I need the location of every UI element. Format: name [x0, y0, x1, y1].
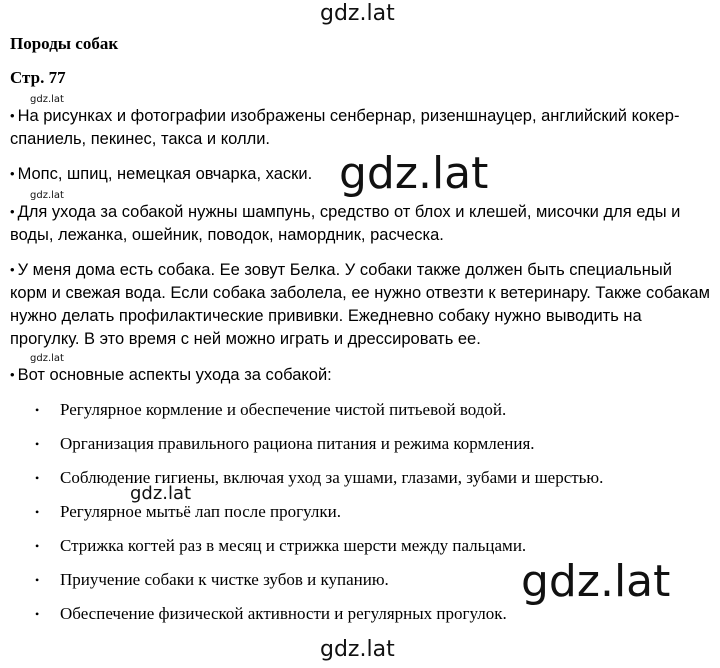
- list-bullet: •: [35, 505, 40, 519]
- paragraph-5: [10, 363, 710, 387]
- list-item: [0, 599, 603, 633]
- paragraph-4-text: У меня дома есть собака. Ее зовут Белка. У собаки также должен быть специальный корм и свежая вода. Если собака заболела, ее нужно отвезти к ветеринару. Также собакам нужно делать профилактические прививки. Ежедневно собаку нужно выводить на прогулку. В это время с ней можно играть и дрессировать ее.: [10, 261, 710, 348]
- paragraph-2-text: Мопс, шпиц, немецкая овчарка, хаски.: [17, 165, 313, 183]
- list-bullet: •: [35, 471, 40, 485]
- list-item: [0, 463, 603, 497]
- bullet-marker: •: [10, 367, 15, 382]
- list-item-text: Приучение собаки к чистке зубов и купанию.: [60, 570, 389, 589]
- bullet-marker: •: [10, 108, 15, 123]
- watermark-medium: gdz.lat: [130, 483, 192, 504]
- list-item-text: Соблюдение гигиены, включая уход за ушами, глазами, зубами и шерстью.: [60, 468, 604, 487]
- list-item: [0, 395, 603, 429]
- list-bullet: •: [35, 573, 40, 587]
- document-title: Породы собак: [10, 34, 119, 53]
- watermark-small-3: gdz.lat: [30, 353, 64, 364]
- bullet-marker: •: [10, 204, 15, 219]
- list-item: [0, 497, 603, 531]
- list-item-text: Организация правильного рациона питания и режима кормления.: [60, 434, 535, 453]
- list-item: [0, 429, 603, 463]
- watermark-bottom: gdz.lat: [320, 637, 395, 662]
- paragraph-1-text: На рисунках и фотографии изображены сенбернар, ризеншнауцер, английский кокер-спаниель, пекинес, такса и колли.: [10, 107, 680, 148]
- watermark-top: gdz.lat: [320, 1, 395, 26]
- list-bullet: •: [35, 539, 40, 553]
- list-item-text: Стрижка когтей раз в месяц и стрижка шерсти между пальцами.: [60, 536, 527, 555]
- paragraph-3: [10, 200, 710, 247]
- paragraph-3-text: Для ухода за собакой нужны шампунь, средство от блох и клешей, мисочки для еды и воды, лежанка, ошейник, поводок, намордник, расческа.: [10, 203, 681, 244]
- list-bullet: •: [35, 607, 40, 621]
- list-item-text: Регулярное мытьё лап после прогулки.: [60, 502, 341, 521]
- list-item: [0, 531, 603, 565]
- list-item-text: Регулярное кормление и обеспечение чистой питьевой водой.: [60, 400, 507, 419]
- page-number: Стр. 77: [10, 68, 66, 87]
- care-aspects-list: [0, 395, 603, 633]
- list-bullet: •: [35, 437, 40, 451]
- list-item: [0, 565, 603, 599]
- list-item-text: Обеспечение физической активности и регулярных прогулок.: [60, 604, 507, 623]
- watermark-large-2: gdz.lat: [521, 556, 671, 607]
- paragraph-1: [10, 104, 710, 151]
- bullet-marker: •: [10, 166, 15, 181]
- watermark-small-1: gdz.lat: [30, 94, 64, 105]
- list-bullet: •: [35, 403, 40, 417]
- watermark-small-2: gdz.lat: [30, 190, 64, 201]
- watermark-large-1: gdz.lat: [339, 148, 489, 199]
- paragraph-5-text: Вот основные аспекты ухода за собакой:: [17, 366, 332, 384]
- paragraph-4: [10, 258, 710, 351]
- bullet-marker: •: [10, 262, 15, 277]
